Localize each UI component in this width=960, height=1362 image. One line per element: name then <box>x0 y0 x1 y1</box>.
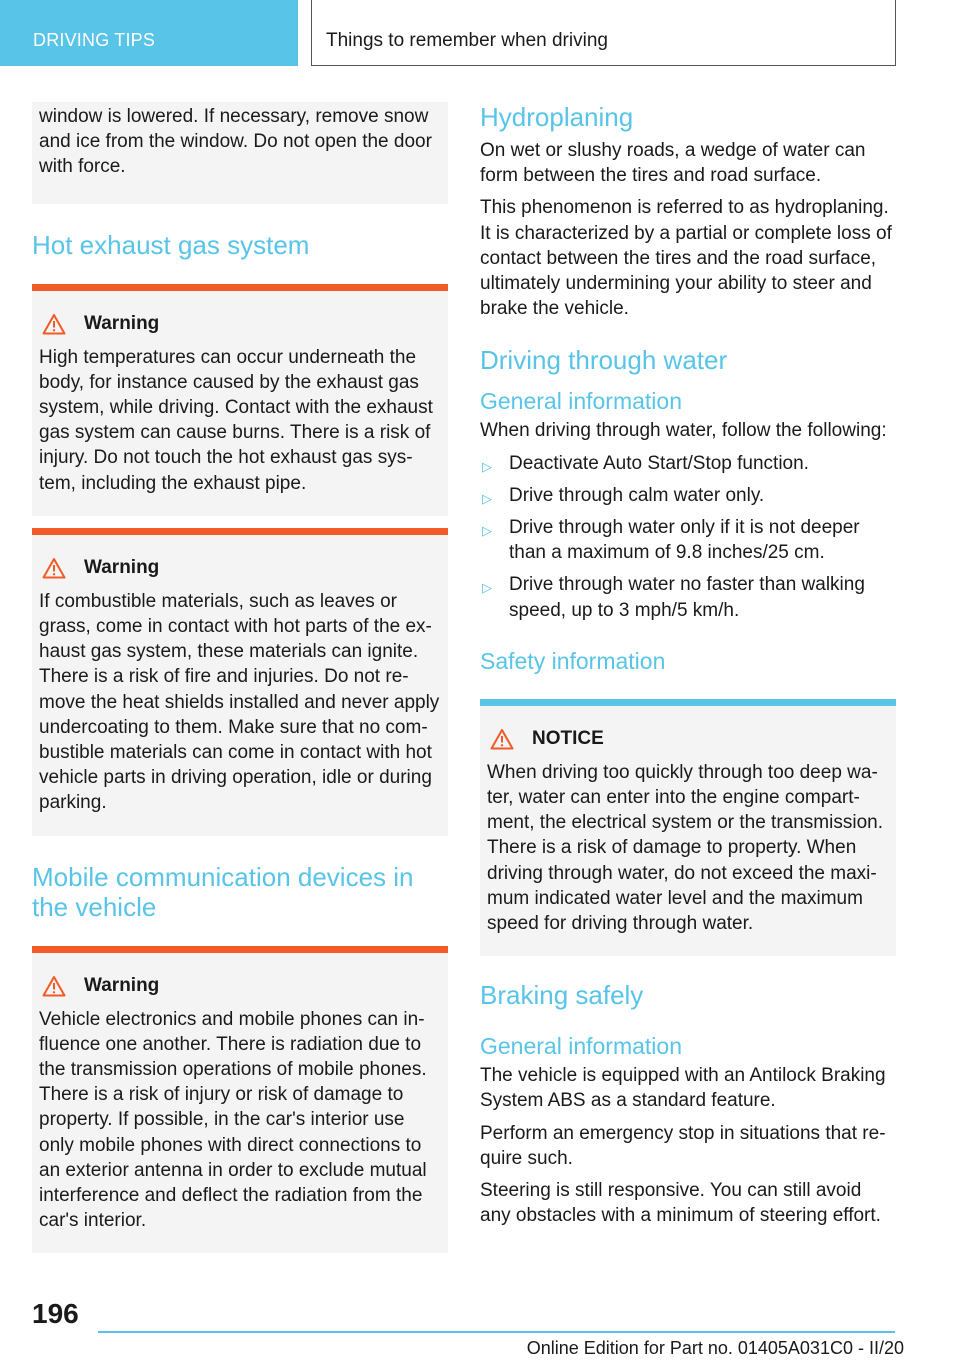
intro-box <box>32 102 448 204</box>
warning-header <box>39 311 440 337</box>
warning-triangle-icon <box>42 557 66 579</box>
warning-label: Warning <box>84 312 160 334</box>
braking-para-2: Perform an emergency stop in situations that require such. <box>480 1122 886 1169</box>
list-item <box>480 515 896 565</box>
header-title-tab <box>311 0 896 66</box>
header-title: Things to remember when driving <box>326 30 608 51</box>
warning-text: High temperatures can occur underneath the body, for instance caused by the exhaust gas system, while driving. Contact with the exhaust gas system can cause burns. There is a risk of injury. Do not touch the hot exhaust gas system, including the exhaust pipe. <box>39 346 433 494</box>
warning-triangle-icon <box>490 728 514 750</box>
triangle-bullet-icon: ▷ <box>482 490 492 506</box>
hydroplaning-para-2: This phenomenon is referred to as hydroplaning. It is characterized by a partial or complete loss of contact between the tires and the road surface, ultimately undermining your ability to steer and brake the vehicle. <box>480 197 892 320</box>
warning-triangle-icon <box>42 313 66 335</box>
water-intro: When driving through water, follow the following: <box>480 420 887 442</box>
braking-para-1: The vehicle is equipped with an Antilock Braking System ABS as a standard feature. <box>480 1065 886 1112</box>
warning-box-exhaust-1 <box>32 284 448 516</box>
warning-box-mobile <box>32 946 448 1254</box>
warning-box-exhaust-2 <box>32 528 448 836</box>
page-number: 196 <box>32 1298 79 1329</box>
notice-box <box>480 699 896 956</box>
footer-edition-text: Online Edition for Part no. 01405A031C0 - II/20 <box>526 1338 904 1358</box>
heading-mobile-devices: Mobile communication devices in the vehicle <box>32 861 414 922</box>
list-item-text: Deactivate Auto Start/Stop function. <box>509 452 809 474</box>
heading-braking-safely: Braking safely <box>480 980 644 1011</box>
warning-label: Warning <box>84 556 160 578</box>
heading-hydroplaning: Hydroplaning <box>480 102 634 132</box>
subheading-general-information: General information <box>480 388 682 415</box>
warning-label: Warning <box>84 974 160 996</box>
warning-header <box>39 973 440 999</box>
triangle-bullet-icon: ▷ <box>482 523 492 539</box>
left-column <box>32 102 448 1253</box>
footer-divider <box>98 1331 895 1333</box>
subheading-general-information-2: General information <box>480 1033 682 1060</box>
list-item <box>480 483 896 508</box>
list-item-text: Drive through calm water only. <box>509 484 765 506</box>
heading-driving-through-water: Driving through water <box>480 345 728 376</box>
hydroplaning-para-1: On wet or slushy roads, a wedge of water can form between the tires and road surface. <box>480 140 866 187</box>
list-item-text: Drive through water only if it is not deeper than a maximum of 9.8 inches/25 cm. <box>509 517 860 564</box>
warning-triangle-icon <box>42 975 66 997</box>
header-section-label: DRIVING TIPS <box>33 30 156 50</box>
notice-label: NOTICE <box>532 727 604 749</box>
header-section-tab <box>0 0 298 66</box>
list-item <box>480 572 896 622</box>
braking-para-3: Steering is still responsive. You can still avoid any obstacles with a minimum of steering effort. <box>480 1180 881 1227</box>
warning-text: If combustible materials, such as leaves or grass, come in contact with hot parts of the exhaust gas system, these materials can ignite. There is a risk of fire and injuries. Do not remove the heat shields installed and never apply undercoating to them. Make sure that no combustible materials can come in contact with hot vehicle parts in driving operation, idle or during parking. <box>39 590 440 814</box>
list-item <box>480 451 896 476</box>
right-column <box>480 102 896 1228</box>
warning-text: Vehicle electronics and mobile phones can influence one another. There is radiation due to the transmission operations of mobile phones. There is a risk of injury or risk of damage to property. If possible, in the car's interior use only mobile phones with direct connections to an exterior antenna in order to exclude mutual interference and deflect the radiation from the car's interior. <box>39 1008 427 1232</box>
triangle-bullet-icon: ▷ <box>482 580 492 596</box>
notice-text: When driving too quickly through too deep water, water can enter into the engine compartment, the electrical system or the transmission. There is a risk of damage to property. When driving through water, do not exceed the maximum indicated water level and the maximum speed for driving through water. <box>487 761 883 935</box>
notice-header <box>487 726 888 752</box>
heading-safety-information: Safety information <box>480 647 666 674</box>
warning-header <box>39 555 440 581</box>
water-bullet-list <box>480 451 896 623</box>
heading-hot-exhaust: Hot exhaust gas system <box>32 229 310 260</box>
intro-text: window is lowered. If necessary, remove snow and ice from the window. Do not open the door with force. <box>39 106 432 178</box>
triangle-bullet-icon: ▷ <box>482 458 492 474</box>
list-item-text: Drive through water no faster than walking speed, up to 3 mph/5 km/h. <box>509 574 865 621</box>
